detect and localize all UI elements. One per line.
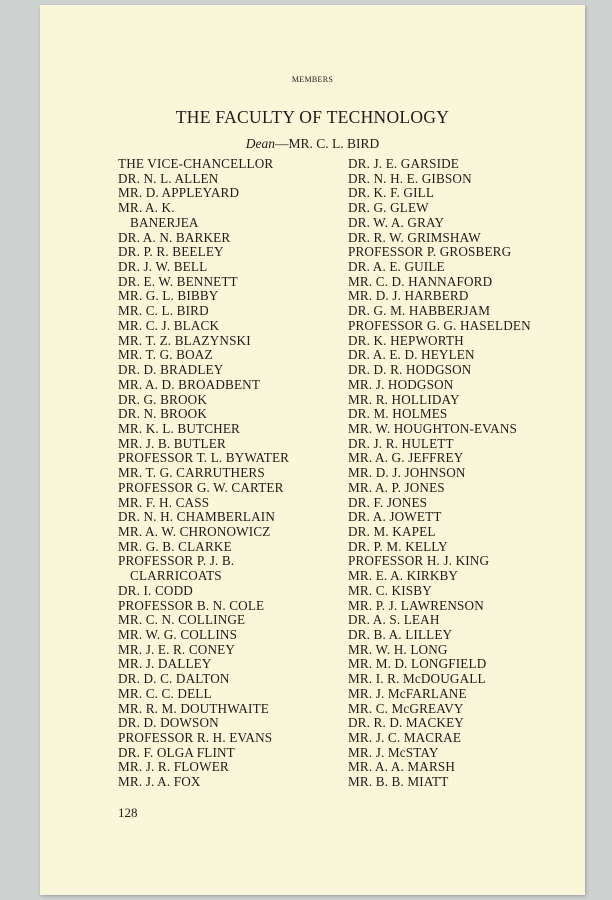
member-entry: MR. W. H. LONG [348, 641, 448, 657]
member-entry: DR. N. H. E. GIBSON [348, 170, 472, 186]
member-entry: PROFESSOR P. J. B. [118, 553, 235, 569]
member-entry: MR. R. HOLLIDAY [348, 391, 460, 407]
member-entry: DR. N. H. CHAMBERLAIN [118, 509, 276, 525]
member-entry: MR. J. R. FLOWER [118, 759, 229, 775]
dean-separator: — [274, 136, 289, 151]
member-entry: DR. B. A. LILLEY [348, 627, 453, 642]
member-entry: MR. C. McGREAVY [348, 700, 464, 716]
member-entry: DR. F. JONES [348, 494, 428, 510]
page-title: THE FACULTY OF TECHNOLOGY [175, 107, 450, 127]
member-entry: DR. P. R. BEELEY [118, 244, 224, 260]
member-entry: BANERJEA [130, 214, 199, 230]
member-entry: DR. E. W. BENNETT [118, 273, 238, 289]
dean-name: MR. C. L. BIRD [288, 136, 380, 151]
member-entry: MR. W. G. COLLINS [118, 627, 238, 642]
member-entry: MR. J. A. FOX [118, 774, 201, 790]
member-entry: DR. J. R. HULETT [348, 435, 454, 451]
member-entry: PROFESSOR T. L. BYWATER [118, 450, 290, 466]
member-entry: MR. C. KISBY [348, 582, 432, 598]
member-entry: DR. A. S. LEAH [348, 612, 440, 628]
member-entry: DR. J. W. BELL [118, 259, 208, 275]
member-entry: DR. D. BRADLEY [118, 362, 224, 378]
member-entry: DR. F. OLGA FLINT [118, 744, 235, 760]
dean-label: Dean [245, 136, 275, 151]
member-entry: MR. T. G. BOAZ [118, 347, 213, 363]
member-entry: DR. A. E. D. HEYLEN [348, 347, 475, 363]
member-entry: DR. A. N. BARKER [118, 229, 231, 245]
member-entry: DR. P. M. KELLY [348, 538, 448, 554]
member-entry: MR. M. D. LONGFIELD [348, 656, 487, 672]
running-head: MEMBERS [291, 75, 334, 84]
member-entry: THE VICE-CHANCELLOR [118, 156, 274, 171]
member-entry: DR. M. HOLMES [348, 406, 448, 422]
member-entry: MR. I. R. McDOUGALL [348, 671, 486, 687]
member-entry: DR. G. M. HABBERJAM [348, 303, 491, 319]
member-entry: PROFESSOR P. GROSBERG [348, 244, 512, 260]
member-entry: DR. D. R. HODGSON [348, 362, 472, 378]
member-entry: MR. T. G. CARRUTHERS [118, 465, 265, 481]
member-entry: DR. K. F. GILL [348, 185, 435, 201]
member-entry: MR. A. W. CHRONOWICZ [118, 523, 271, 539]
member-entry: DR. M. KAPEL [348, 523, 436, 539]
member-entry: MR. A. D. BROADBENT [118, 376, 261, 392]
member-entry: MR. C. J. BLACK [118, 317, 220, 333]
dean-line [40, 136, 585, 152]
member-entry: MR. R. M. DOUTHWAITE [118, 700, 269, 716]
member-entry: DR. D. DOWSON [118, 715, 219, 731]
member-entry: MR. T. Z. BLAZYNSKI [118, 332, 251, 348]
member-entry: DR. A. E. GUILE [348, 259, 445, 275]
document-page [40, 5, 585, 895]
member-entry: DR. G. BROOK [118, 391, 207, 407]
member-entry: DR. R. W. GRIMSHAW [348, 229, 481, 245]
member-entry: DR. G. GLEW [348, 200, 429, 216]
member-entry: MR. G. B. CLARKE [118, 538, 232, 554]
member-entry: DR. D. C. DALTON [118, 671, 230, 687]
member-entry: MR. D. J. HARBERD [348, 288, 469, 304]
member-entry: MR. C. C. DELL [118, 685, 212, 701]
member-entry: MR. G. L. BIBBY [118, 288, 219, 304]
member-entry: CLARRICOATS [130, 568, 222, 584]
member-entry: MR. A. A. MARSH [348, 759, 456, 775]
member-entry: MR. J. C. MACRAE [348, 730, 462, 746]
member-entry: PROFESSOR H. J. KING [348, 553, 490, 569]
member-entry: DR. I. CODD [118, 582, 193, 598]
members-left-column [118, 157, 289, 790]
page-number: 128 [118, 805, 138, 820]
member-entry: MR. D. APPLEYARD [118, 185, 240, 201]
member-entry: MR. F. H. CASS [118, 494, 210, 510]
member-entry: DR. J. E. GARSIDE [348, 156, 459, 171]
member-entry: MR. J. B. BUTLER [118, 435, 226, 451]
member-entry: MR. J. DALLEY [118, 656, 212, 672]
member-entry: MR. P. J. LAWRENSON [348, 597, 484, 613]
member-entry: PROFESSOR R. H. EVANS [118, 730, 273, 746]
member-entry: MR. C. N. COLLINGE [118, 612, 246, 628]
member-entry: PROFESSOR G. G. HASELDEN [348, 317, 531, 333]
member-entry: MR. J. McSTAY [348, 744, 439, 760]
member-entry: DR. N. BROOK [118, 406, 207, 422]
member-entry: MR. A. G. JEFFREY [348, 450, 464, 466]
member-entry: MR. E. A. KIRKBY [348, 568, 459, 584]
member-entry: MR. A. P. JONES [348, 479, 445, 495]
member-entry: MR. D. J. JOHNSON [348, 465, 466, 481]
member-entry: DR. W. A. GRAY [348, 214, 445, 230]
member-entry: DR. N. L. ALLEN [118, 170, 219, 186]
member-entry: DR. A. JOWETT [348, 509, 442, 525]
member-entry: MR. A. K. [118, 200, 175, 216]
member-entry: MR. C. D. HANNAFORD [348, 273, 493, 289]
member-entry: DR. K. HEPWORTH [348, 332, 464, 348]
member-entry: PROFESSOR G. W. CARTER [118, 479, 284, 495]
member-entry: MR. B. B. MIATT [348, 774, 449, 790]
member-entry: PROFESSOR B. N. COLE [118, 597, 265, 613]
member-entry: MR. C. L. BIRD [118, 303, 209, 319]
member-entry: MR. J. McFARLANE [348, 685, 467, 701]
member-entry: MR. W. HOUGHTON-EVANS [348, 420, 517, 436]
member-entry: MR. K. L. BUTCHER [118, 420, 240, 436]
member-entry: MR. J. HODGSON [348, 376, 454, 392]
member-entry: DR. R. D. MACKEY [348, 715, 464, 731]
members-right-column [348, 157, 531, 790]
member-entry: MR. J. E. R. CONEY [118, 641, 236, 657]
